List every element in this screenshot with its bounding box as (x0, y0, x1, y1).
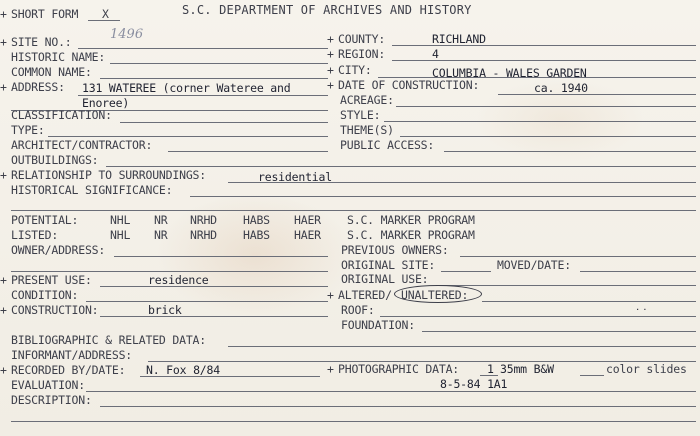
altered-label: ALTERED/ (338, 288, 392, 302)
informant-label: INFORMANT/ADDRESS: (11, 348, 133, 362)
style-line (384, 121, 696, 122)
potential-nr: NR (154, 213, 168, 227)
city-value: COLUMBIA - WALES GARDEN (432, 66, 587, 80)
site-no-line (78, 48, 328, 49)
potential-label: POTENTIAL: (11, 213, 79, 227)
owner-line (114, 256, 328, 257)
region-label: REGION: (338, 47, 386, 61)
date-value: ca. 1940 (534, 81, 588, 95)
color-slides-line (580, 375, 604, 376)
short-form-line (88, 20, 120, 21)
roof-label: ROOF: (341, 303, 375, 317)
unaltered-label: UNALTERED: (401, 288, 469, 302)
recorded-value: N. Fox 8/84 (146, 363, 220, 377)
original-use-line (436, 285, 696, 286)
access-line (444, 151, 696, 152)
site-no-value: 1496 (110, 27, 144, 42)
description-line (100, 406, 696, 407)
date-label: DATE OF CONSTRUCTION: (338, 78, 480, 92)
listed-nr: NR (154, 228, 168, 242)
photo-type: 35mm B&W (500, 362, 554, 376)
moved-date-line (580, 271, 696, 272)
address-line2: Enoree) (82, 96, 130, 110)
address-label: ADDRESS: (11, 80, 65, 94)
outbuildings-label: OUTBUILDINGS: (11, 153, 99, 167)
construction-value: brick (148, 303, 182, 317)
historic-name-label: HISTORIC NAME: (11, 50, 106, 64)
architect-label: ARCHITECT/CONTRACTOR: (11, 138, 153, 152)
potential-nhl: NHL (110, 213, 131, 227)
roof-line (380, 316, 696, 317)
construction-line (100, 316, 328, 317)
short-form-label: SHORT FORM (11, 7, 79, 21)
type-line (48, 136, 328, 137)
marker-program-1: S.C. MARKER PROGRAM (347, 213, 475, 227)
plus-mark: + (327, 63, 334, 77)
plus-mark: + (0, 303, 7, 317)
listed-habs: HABS (243, 228, 270, 242)
recorded-line (140, 376, 320, 377)
relationship-value: residential (258, 170, 332, 184)
altered-line (482, 301, 696, 302)
listed-haer: HAER (294, 228, 321, 242)
plus-mark: + (0, 273, 7, 287)
original-site-label: ORIGINAL SITE: (341, 258, 436, 272)
plus-mark: + (327, 78, 334, 92)
common-name-label: COMMON NAME: (11, 65, 92, 79)
date-line (498, 94, 696, 95)
county-line (392, 45, 696, 46)
potential-habs: HABS (243, 213, 270, 227)
classification-label: CLASSIFICATION: (11, 108, 112, 122)
plus-mark: + (0, 168, 7, 182)
address-line1: 131 WATEREE (corner Wateree and (82, 81, 291, 95)
relationship-label: RELATIONSHIP TO SURROUNDINGS: (11, 168, 206, 182)
plus-mark: + (327, 288, 334, 302)
site-no-label: SITE NO.: (11, 35, 72, 49)
type-label: TYPE: (11, 123, 45, 137)
description-label: DESCRIPTION: (11, 393, 92, 407)
unaltered-circle (394, 285, 482, 303)
plus-mark: + (0, 80, 7, 94)
county-value: RICHLAND (432, 32, 486, 46)
listed-nrhd: NRHD (190, 228, 217, 242)
county-label: COUNTY: (338, 32, 386, 46)
plus-mark: + (0, 35, 7, 49)
listed-nhl: NHL (110, 228, 131, 242)
marker-program-2: S.C. MARKER PROGRAM (347, 228, 475, 242)
bibliographic-label: BIBLIOGRAPHIC & RELATED DATA: (11, 333, 206, 347)
present-use-value: residence (148, 273, 209, 287)
common-name-line (100, 78, 328, 79)
theme-label: THEME(S) (340, 123, 394, 137)
original-site-line (441, 271, 491, 272)
color-slides-label: color slides (606, 362, 687, 376)
style-label: STYLE: (340, 108, 381, 122)
evaluation-line (86, 391, 696, 392)
present-use-line (100, 286, 328, 287)
condition-line (86, 301, 328, 302)
stray-dots: ˙˙ (634, 307, 649, 321)
condition-label: CONDITION: (11, 288, 79, 302)
city-label: CITY: (338, 63, 372, 77)
photo-count: 1 (487, 362, 494, 376)
bibliographic-line (228, 346, 696, 347)
plus-mark: + (0, 363, 7, 377)
historic-name-line (110, 63, 328, 64)
access-label: PUBLIC ACCESS: (340, 138, 435, 152)
short-form-mark: X (102, 7, 109, 21)
region-value: 4 (432, 47, 439, 61)
evaluation-label: EVALUATION: (11, 378, 85, 392)
architect-line (168, 151, 328, 152)
present-use-label: PRESENT USE: (11, 273, 92, 287)
significance-line (190, 196, 696, 197)
potential-haer: HAER (294, 213, 321, 227)
classification-line (120, 122, 328, 123)
theme-line (400, 136, 696, 137)
significance-line-2 (11, 210, 696, 211)
moved-date-label: MOVED/DATE: (497, 258, 571, 272)
foundation-label: FOUNDATION: (341, 318, 415, 332)
acreage-label: ACREAGE: (340, 93, 394, 107)
construction-label: CONSTRUCTION: (11, 303, 99, 317)
listed-label: LISTED: (11, 228, 59, 242)
recorded-label: RECORDED BY/DATE: (11, 363, 126, 377)
plus-mark: + (327, 32, 334, 46)
foundation-line (422, 331, 696, 332)
form-title: S.C. DEPARTMENT OF ARCHIVES AND HISTORY (182, 3, 472, 17)
relationship-line (228, 182, 696, 183)
photo-label: PHOTOGRAPHIC DATA: (338, 362, 460, 376)
acreage-line (396, 106, 696, 107)
potential-nrhd: NRHD (190, 213, 217, 227)
significance-label: HISTORICAL SIGNIFICANCE: (11, 183, 173, 197)
plus-mark: + (327, 47, 334, 61)
plus-mark: + (327, 362, 334, 376)
previous-owners-line (460, 256, 696, 257)
plus-mark: + (0, 7, 7, 21)
previous-owners-label: PREVIOUS OWNERS: (341, 243, 449, 257)
photo-date-ref: 8-5-84 1A1 (440, 377, 508, 391)
owner-line-2 (11, 271, 328, 272)
original-use-label: ORIGINAL USE: (341, 272, 429, 286)
description-line-2 (11, 421, 696, 422)
outbuildings-line (106, 166, 696, 167)
owner-label: OWNER/ADDRESS: (11, 243, 106, 257)
photo-count-line (480, 375, 498, 376)
region-line (392, 60, 696, 61)
